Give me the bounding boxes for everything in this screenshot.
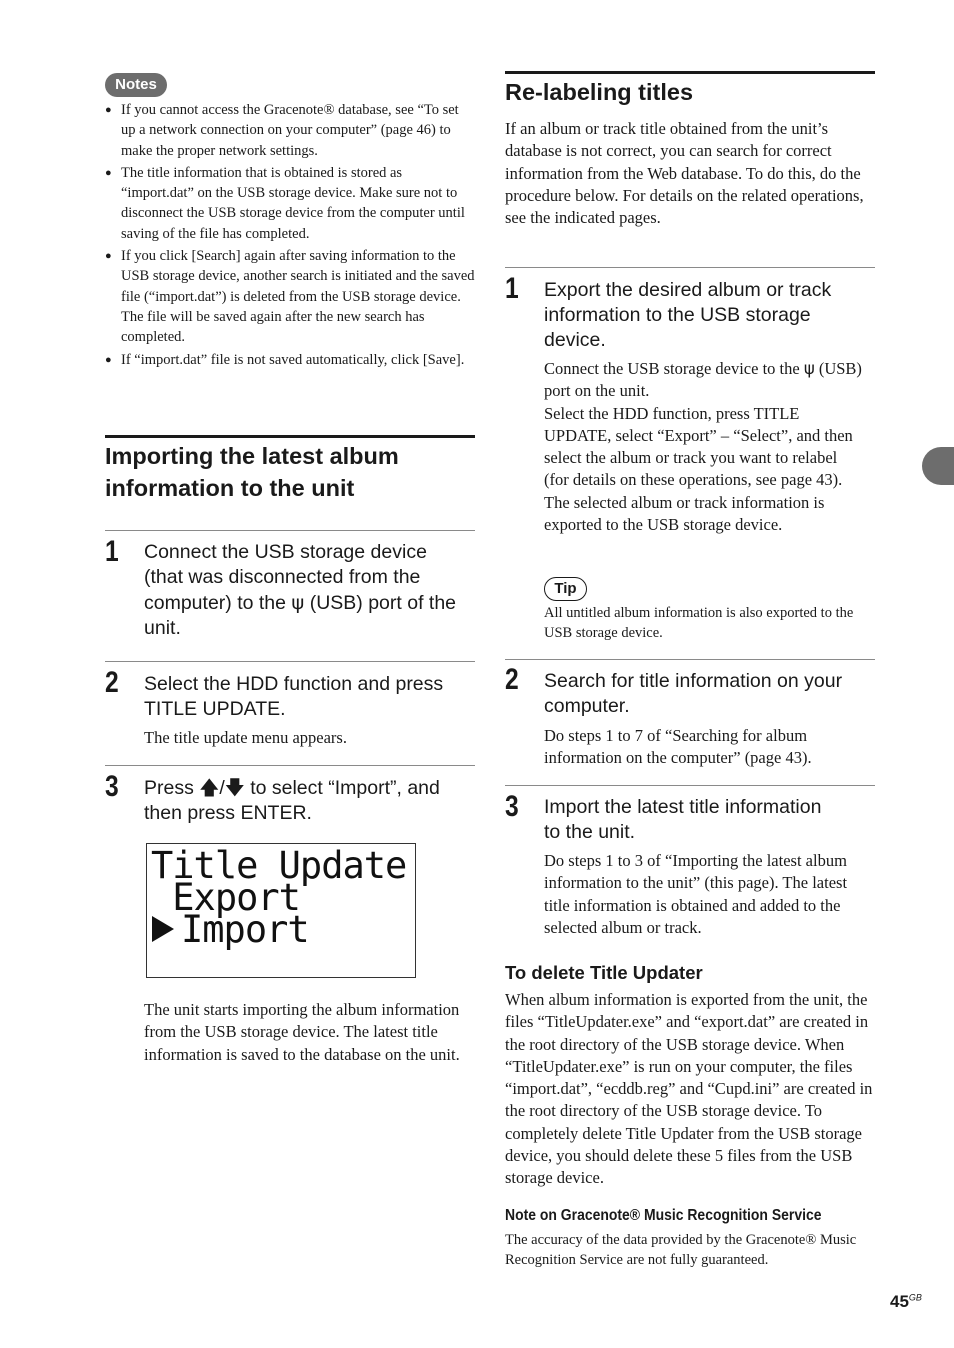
importing-step2-heading: Select the HDD function and press TITLE UPDATE. bbox=[144, 673, 444, 720]
delete-heading: To delete Title Updater bbox=[505, 962, 703, 983]
step-divider bbox=[105, 765, 475, 766]
step-number: 2 bbox=[505, 663, 519, 696]
relabeling-step3-heading: Import the latest title information to the unit. bbox=[544, 796, 822, 843]
note-item: ● If “import.dat” file is not saved automatically, click [Save]. bbox=[105, 350, 475, 370]
relabeling-step1-body: Connect the USB storage device to the ψ (USB) port on the unit. Select the HDD function, press TITLE UPDATE, select “Export” – “Select”, and then select the album or track you want to relabel (for details on these operations, see page 43). The selected album or track information is exported to the USB storage device. bbox=[544, 359, 862, 535]
relabeling-step1-heading: Export the desired album or track information to the USB storage device. bbox=[544, 279, 832, 351]
bullet-icon: ● bbox=[105, 353, 112, 366]
page-number: $45^{GB}$ bbox=[890, 1292, 922, 1311]
relabeling-step2-body: Do steps 1 to 7 of “Searching for album information on the computer” (page 43). bbox=[544, 726, 812, 768]
importing-heading: Importing the latest album information to the unit bbox=[105, 443, 399, 501]
tip-text: All untitled album information is also exported to the USB storage device. bbox=[544, 605, 854, 642]
importing-step1-heading: Connect the USB storage device (that was disconnected from the computer) to the ψ (USB) port of the unit. bbox=[144, 541, 457, 639]
notes-list bbox=[105, 100, 475, 372]
lcd-line-import: Import bbox=[181, 908, 309, 951]
importing-step2-body: The title update menu appears. bbox=[144, 728, 347, 747]
cursor-arrow-icon bbox=[152, 916, 174, 942]
step-number: 1 bbox=[105, 535, 119, 568]
importing-after-text: The unit starts importing the album information from the USB storage device. The latest title information is saved to the database on the unit. bbox=[144, 1000, 460, 1064]
relabeling-step2-heading: Search for title information on your computer. bbox=[544, 670, 843, 717]
note-item: ● The title information that is obtained is stored as “import.dat” on the USB storage device. Make sure not to disconnect the USB storage device from the computer until saving of the file has completed. bbox=[105, 164, 465, 242]
step-number: 3 bbox=[105, 770, 119, 803]
importing-step3-heading: Press 🡅/🡇 to select “Import”, and then press ENTER. bbox=[144, 776, 440, 824]
usb-icon: ψ bbox=[291, 591, 305, 614]
relabeling-intro: If an album or track title obtained from the unit’s database is not correct, you can search for correct information from the Web database. To do this, do the procedure below. For details on the related operations, see the indicated pages. bbox=[505, 119, 864, 228]
up-arrow-icon: 🡅 bbox=[199, 776, 220, 799]
usb-icon: ψ bbox=[803, 359, 815, 378]
delete-text: When album information is exported from the unit, the files “TitleUpdater.exe” and “export.dat” are created in the root directory of the USB storage device. When “TitleUpdater.exe” is run on your computer, the files “import.dat”, “ecddb.reg” and “Cupd.ini” are created in the root directory of the USB storage device. To completely delete Title Updater from the USB storage device, you should delete these 5 files from the USB storage device. bbox=[505, 990, 873, 1188]
tip-badge: Tip bbox=[544, 577, 587, 601]
lcd-line-export: Export bbox=[151, 876, 300, 919]
page-suffix: GB bbox=[908, 1292, 922, 1303]
step-divider bbox=[105, 661, 475, 662]
step-number: 1 bbox=[505, 272, 519, 305]
lcd-display bbox=[146, 843, 416, 978]
chapter-tab bbox=[922, 447, 954, 485]
relabeling-step3-body: Do steps 1 to 3 of “Importing the latest album information to the unit” (this page). The latest title information is obtained and added to the selected album or track. bbox=[544, 851, 848, 937]
step-number: 3 bbox=[505, 790, 519, 823]
bullet-icon: ● bbox=[105, 166, 112, 179]
step-number: 2 bbox=[105, 666, 119, 699]
down-arrow-icon: 🡇 bbox=[224, 776, 245, 799]
notes-badge: Notes bbox=[105, 73, 167, 97]
gracenote-heading: Note on Gracenote® Music Recognition Service bbox=[505, 1207, 822, 1224]
step-divider bbox=[505, 659, 875, 660]
note-item: ● If you cannot access the Gracenote® database, see “To set up a network connection on your computer” (page 46) to make the proper network settings. bbox=[105, 102, 459, 159]
step-divider bbox=[505, 267, 875, 268]
bullet-icon: ● bbox=[105, 104, 112, 116]
section-rule bbox=[105, 435, 475, 438]
bullet-icon: ● bbox=[105, 250, 112, 263]
lcd-line-title: Title Update bbox=[151, 844, 407, 887]
step-divider bbox=[105, 530, 475, 531]
note-item: ● If you click [Search] again after saving information to the USB storage device, another search is initiated and the saved file (“import.dat”) is deleted from the USB storage device. The file will be saved again after the new search has completed. bbox=[105, 248, 475, 346]
relabeling-heading: Re-labeling titles bbox=[505, 79, 694, 105]
section-rule bbox=[505, 71, 875, 74]
gracenote-text: The accuracy of the data provided by the Gracenote® Music Recognition Service are not fully guaranteed. bbox=[505, 1232, 857, 1269]
step-divider bbox=[505, 785, 875, 786]
